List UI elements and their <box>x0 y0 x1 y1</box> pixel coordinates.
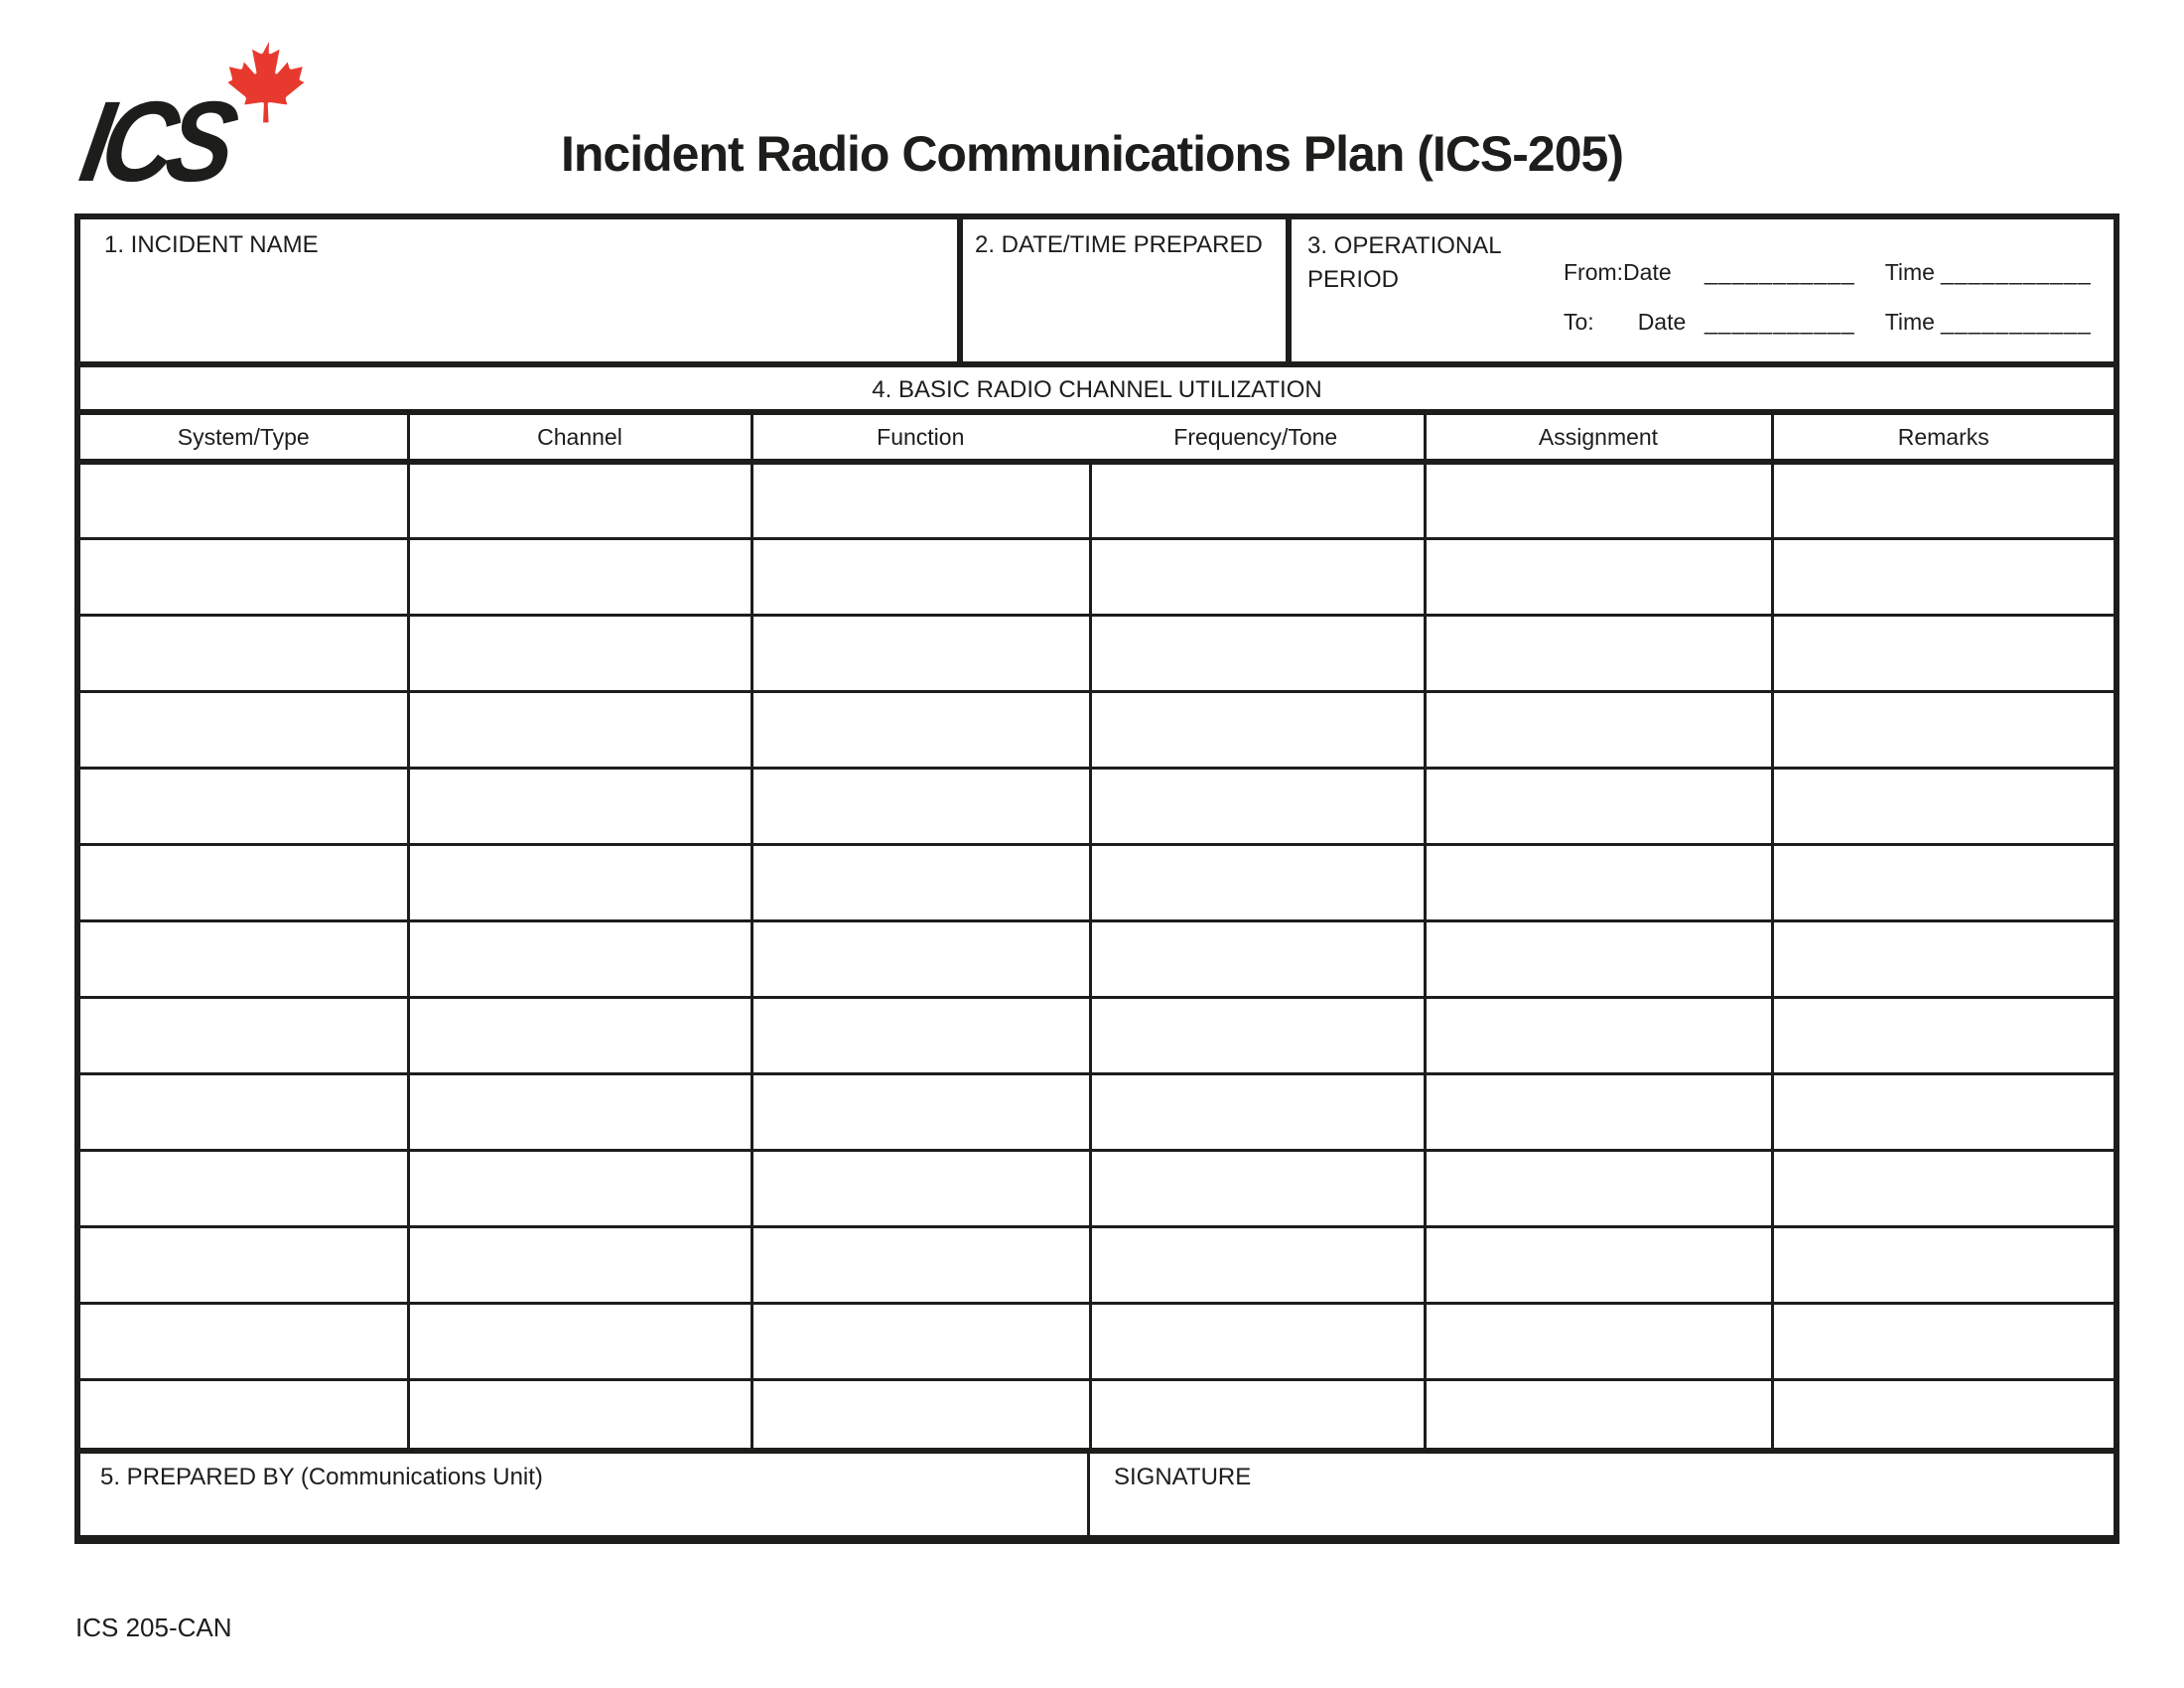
channel-table-row <box>80 538 2114 615</box>
to-label: To: <box>1564 309 1594 335</box>
channel-table-row <box>80 691 2114 768</box>
to-label-group <box>1564 309 1705 336</box>
channel-table-row <box>80 1073 2114 1150</box>
channel-table-row <box>80 615 2114 691</box>
channel-table-empty-cell <box>1090 1379 1425 1448</box>
signature-section <box>1090 1454 2114 1535</box>
column-header-channel: Channel <box>408 415 751 462</box>
channel-table-empty-cell <box>1425 691 1772 768</box>
channel-table-empty-cell <box>1090 615 1425 691</box>
channel-table-empty-cell <box>751 997 1090 1073</box>
channel-table-empty-cell <box>1090 1150 1425 1226</box>
datetime-prepared-section <box>957 219 1292 361</box>
channel-table-empty-cell <box>751 1150 1090 1226</box>
datetime-prepared-label: 2. DATE/TIME PREPARED <box>975 231 1263 258</box>
channel-table-empty-cell <box>1090 462 1425 538</box>
op-to-row <box>1564 309 2092 358</box>
channel-table-empty-cell <box>80 1379 408 1448</box>
operational-period-section <box>1292 219 2114 361</box>
prepared-by-section <box>80 1454 1090 1535</box>
channel-table-empty-cell <box>1772 1379 2114 1448</box>
channel-table-empty-cell <box>80 1150 408 1226</box>
channel-table-empty-cell <box>80 462 408 538</box>
channel-table-empty-cell <box>1090 691 1425 768</box>
incident-name-section <box>80 219 957 361</box>
channel-table-empty-cell <box>408 462 751 538</box>
form-number: ICS 205-CAN <box>75 1613 232 1642</box>
prepared-by-label: 5. PREPARED BY (Communications Unit) <box>100 1464 543 1490</box>
channel-table-empty-cell <box>408 1150 751 1226</box>
channel-table-empty-cell <box>408 844 751 920</box>
column-header-function: Function <box>877 423 965 450</box>
op-from-row <box>1564 259 2092 309</box>
channel-table-empty-cell <box>1425 538 1772 615</box>
channel-table-empty-cell <box>408 691 751 768</box>
channel-table-empty-cell <box>751 1073 1090 1150</box>
to-date-label: Date <box>1637 309 1687 335</box>
channel-table-empty-cell <box>1772 1303 2114 1379</box>
channel-table-empty-cell <box>1772 844 2114 920</box>
channel-table-empty-cell <box>408 1226 751 1303</box>
channel-table-empty-cell <box>1090 1073 1425 1150</box>
channel-table-row <box>80 768 2114 844</box>
channel-table-body <box>80 462 2114 1448</box>
channel-table-empty-cell <box>80 920 408 997</box>
channel-table-empty-cell <box>408 768 751 844</box>
channel-table-empty-cell <box>1090 920 1425 997</box>
channel-table-empty-cell <box>408 1303 751 1379</box>
channel-table-empty-cell <box>408 997 751 1073</box>
channel-table-empty-cell <box>1425 462 1772 538</box>
form-footer-row <box>80 1448 2114 1535</box>
from-date-label: From:Date <box>1564 259 1672 285</box>
channel-table-empty-cell <box>80 997 408 1073</box>
channel-table-row <box>80 997 2114 1073</box>
channel-table-empty-cell <box>1425 768 1772 844</box>
column-header-system-type: System/Type <box>80 415 408 462</box>
channel-table-empty-cell <box>80 615 408 691</box>
column-header-function-frequency <box>751 415 1425 462</box>
channel-table-empty-cell <box>1772 920 2114 997</box>
channel-table-empty-cell <box>751 462 1090 538</box>
channel-table-empty-cell <box>1772 1226 2114 1303</box>
channel-table-empty-cell <box>751 844 1090 920</box>
channel-table-empty-cell <box>1772 691 2114 768</box>
channel-table-empty-cell <box>1772 768 2114 844</box>
channel-table-row <box>80 462 2114 538</box>
incident-name-label: 1. INCIDENT NAME <box>104 231 319 258</box>
channel-table-empty-cell <box>408 615 751 691</box>
channel-table-row <box>80 1226 2114 1303</box>
channel-table-empty-cell <box>1090 997 1425 1073</box>
channel-table-empty-cell <box>1425 1073 1772 1150</box>
channel-table-empty-cell <box>751 615 1090 691</box>
channel-table-empty-cell <box>80 1073 408 1150</box>
channel-table-empty-cell <box>751 691 1090 768</box>
channel-table-empty-cell <box>1425 997 1772 1073</box>
channel-table-empty-cell <box>1425 1303 1772 1379</box>
channel-table-empty-cell <box>751 768 1090 844</box>
channel-table-empty-cell <box>1772 997 2114 1073</box>
from-time-label: Time <box>1884 259 1935 285</box>
from-time-blank: ___________ <box>1940 259 2092 285</box>
to-time-blank: ___________ <box>1940 309 2092 335</box>
channel-table-empty-cell <box>80 844 408 920</box>
operational-period-label-line1: 3. OPERATIONAL <box>1307 232 1502 259</box>
channel-table-empty-cell <box>1425 615 1772 691</box>
channel-table-empty-cell <box>1772 1073 2114 1150</box>
channel-table-empty-cell <box>80 768 408 844</box>
channel-table-empty-cell <box>751 1226 1090 1303</box>
channel-table-empty-cell <box>1425 1379 1772 1448</box>
channel-table-empty-cell <box>751 1379 1090 1448</box>
operational-period-fields <box>1564 259 2092 358</box>
channel-table-empty-cell <box>80 1303 408 1379</box>
channel-table-empty-cell <box>1425 844 1772 920</box>
operational-period-label-line2: PERIOD <box>1307 266 1400 293</box>
channel-table-row <box>80 1303 2114 1379</box>
form-header-row <box>80 219 2114 367</box>
channel-table-empty-cell <box>408 538 751 615</box>
channel-table-empty-cell <box>1090 768 1425 844</box>
channel-table-empty-cell <box>1090 538 1425 615</box>
channel-table-empty-cell <box>408 1379 751 1448</box>
channel-table <box>80 415 2114 1448</box>
channel-table-row <box>80 844 2114 920</box>
page-title: Incident Radio Communications Plan (ICS-205) <box>560 126 1624 182</box>
channel-table-head <box>80 415 2114 462</box>
channel-table-empty-cell <box>1425 920 1772 997</box>
channel-table-empty-cell <box>1772 538 2114 615</box>
to-date-blank: ___________ <box>1705 309 1855 335</box>
column-header-remarks: Remarks <box>1772 415 2114 462</box>
channel-table-empty-cell <box>1772 615 2114 691</box>
comms-plan-form <box>74 213 2119 1544</box>
channel-table-row <box>80 1150 2114 1226</box>
from-date-blank: ___________ <box>1705 259 1855 285</box>
channel-table-row <box>80 920 2114 997</box>
channel-table-empty-cell <box>80 538 408 615</box>
channel-table-empty-cell <box>751 1303 1090 1379</box>
channel-table-empty-cell <box>751 538 1090 615</box>
channel-table-empty-cell <box>1090 1303 1425 1379</box>
channel-table-empty-cell <box>1090 1226 1425 1303</box>
to-time-label: Time <box>1884 309 1935 335</box>
channel-table-empty-cell <box>1425 1150 1772 1226</box>
channel-table-empty-cell <box>1772 1150 2114 1226</box>
channel-table-empty-cell <box>1772 462 2114 538</box>
channel-table-row <box>80 1379 2114 1448</box>
ics-logo-text: ICS <box>71 78 239 206</box>
channel-table-empty-cell <box>80 691 408 768</box>
channel-table-empty-cell <box>1425 1226 1772 1303</box>
channel-table-empty-cell <box>1090 844 1425 920</box>
channel-table-empty-cell <box>80 1226 408 1303</box>
channel-table-header-row <box>80 415 2114 462</box>
channel-table-empty-cell <box>751 920 1090 997</box>
column-header-frequency-tone: Frequency/Tone <box>1173 423 1338 450</box>
channel-table-empty-cell <box>408 920 751 997</box>
signature-label: SIGNATURE <box>1114 1464 1252 1490</box>
maple-leaf-icon <box>228 38 310 127</box>
channel-utilization-header: 4. BASIC RADIO CHANNEL UTILIZATION <box>80 367 2114 415</box>
column-header-assignment: Assignment <box>1425 415 1772 462</box>
channel-table-empty-cell <box>408 1073 751 1150</box>
